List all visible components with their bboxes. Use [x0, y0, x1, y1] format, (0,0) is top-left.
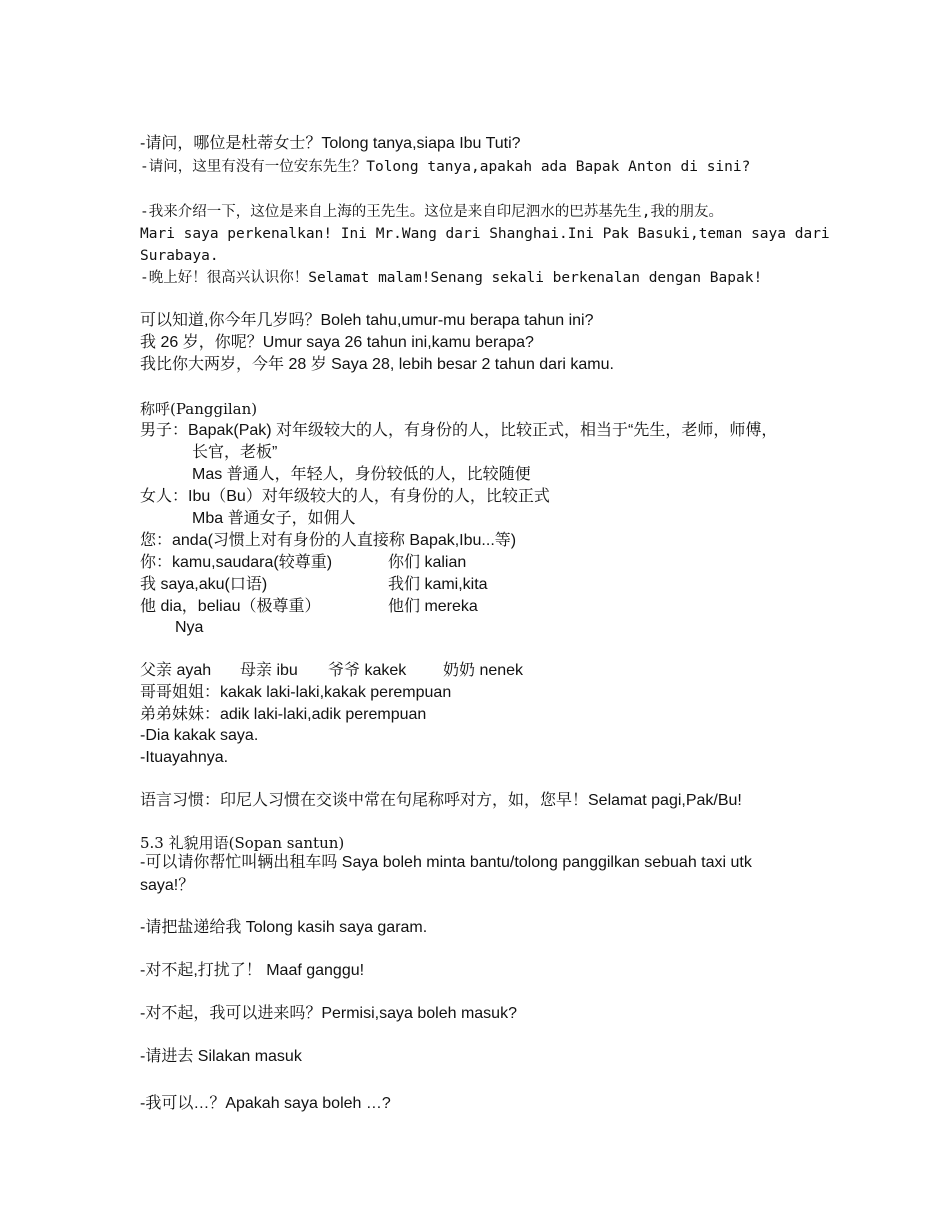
text-line: -请问，哪位是杜蒂女士？Tolong tanya,siapa Ibu Tuti?	[140, 135, 521, 152]
text-line: 可以知道,你今年几岁吗？Boleh tahu,umur-mu berapa tahun ini?	[140, 312, 594, 329]
text-line: 弟弟妹妹：adik laki-laki,adik perempuan	[140, 706, 427, 723]
pronoun-singular: 你：kamu,saudara(较尊重)	[140, 554, 333, 571]
family-term: 母亲 ibu	[240, 662, 298, 679]
text-line: -请问，这里有没有一位安东先生？Tolong tanya,apakah ada Bapak Anton di sini?	[140, 159, 751, 175]
text-line: 语言习惯：印尼人习惯在交谈中常在句尾称呼对方，如，您早！Selamat pagi,Pak/Bu!	[140, 792, 742, 809]
text-line: -Dia kakak saya.	[140, 727, 259, 744]
family-term: 奶奶 nenek	[443, 662, 524, 679]
text-line: -对不起，我可以进来吗？Permisi,saya boleh masuk?	[140, 1005, 517, 1022]
text-line: 我比你大两岁，今年 28 岁 Saya 28, lebih besar 2 tahun dari kamu.	[140, 356, 614, 373]
text-line: Surabaya.	[140, 248, 219, 264]
pronoun-singular: 他 dia，beliau（极尊重）	[140, 598, 321, 615]
text-line: -我可以…？Apakah saya boleh …?	[140, 1095, 391, 1112]
text-line: Mas 普通人，年轻人，身份较低的人，比较随便	[192, 466, 531, 483]
text-line: -请进去 Silakan masuk	[140, 1048, 302, 1065]
text-line: -晚上好！很高兴认识你！Selamat malam!Senang sekali berkenalan dengan Bapak!	[140, 270, 763, 286]
pronoun-plural: 我们 kami,kita	[388, 576, 488, 593]
text-line: saya!？	[140, 877, 195, 894]
text-line: 哥哥姐姐：kakak laki-laki,kakak perempuan	[140, 684, 452, 701]
family-term: 父亲 ayah	[140, 662, 212, 679]
text-line: Nya	[175, 619, 204, 636]
text-line: -我来介绍一下，这位是来自上海的王先生。这位是来自印尼泗水的巴苏基先生,我的朋友。	[140, 204, 723, 220]
text-line: 长官，老板”	[192, 444, 278, 461]
pronoun-plural: 他们 mereka	[388, 598, 478, 615]
pronoun-singular: 我 saya,aku(口语)	[140, 576, 268, 593]
section-heading: 称呼(Panggilan)	[140, 400, 258, 418]
pronoun-plural: 你们 kalian	[388, 554, 467, 571]
text-line: 女人：Ibu（Bu）对年级较大的人，有身份的人，比较正式	[140, 488, 550, 505]
section-heading: 5.3 礼貌用语(Sopan santun)	[140, 834, 345, 852]
text-line: -Ituayahnya.	[140, 749, 229, 766]
text-line: -请把盐递给我 Tolong kasih saya garam.	[140, 919, 428, 936]
text-line: Mari saya perkenalkan! Ini Mr.Wang dari Shanghai.Ini Pak Basuki,teman saya dari	[140, 226, 830, 242]
family-term: 爷爷 kakek	[328, 662, 407, 679]
text-line: Mba 普通女子，如佣人	[192, 510, 356, 527]
text-line: 我 26 岁，你呢？Umur saya 26 tahun ini,kamu berapa?	[140, 334, 534, 351]
text-line: -可以请你帮忙叫辆出租车吗 Saya boleh minta bantu/tolong panggilkan sebuah taxi utk	[140, 854, 752, 871]
text-line: -对不起,打扰了！ Maaf ganggu!	[140, 962, 365, 979]
text-line: 您：anda(习惯上对有身份的人直接称 Bapak,Ibu...等)	[140, 532, 517, 549]
text-line: 男子：Bapak(Pak) 对年级较大的人，有身份的人，比较正式，相当于“先生，老师，师傅，	[140, 422, 778, 439]
